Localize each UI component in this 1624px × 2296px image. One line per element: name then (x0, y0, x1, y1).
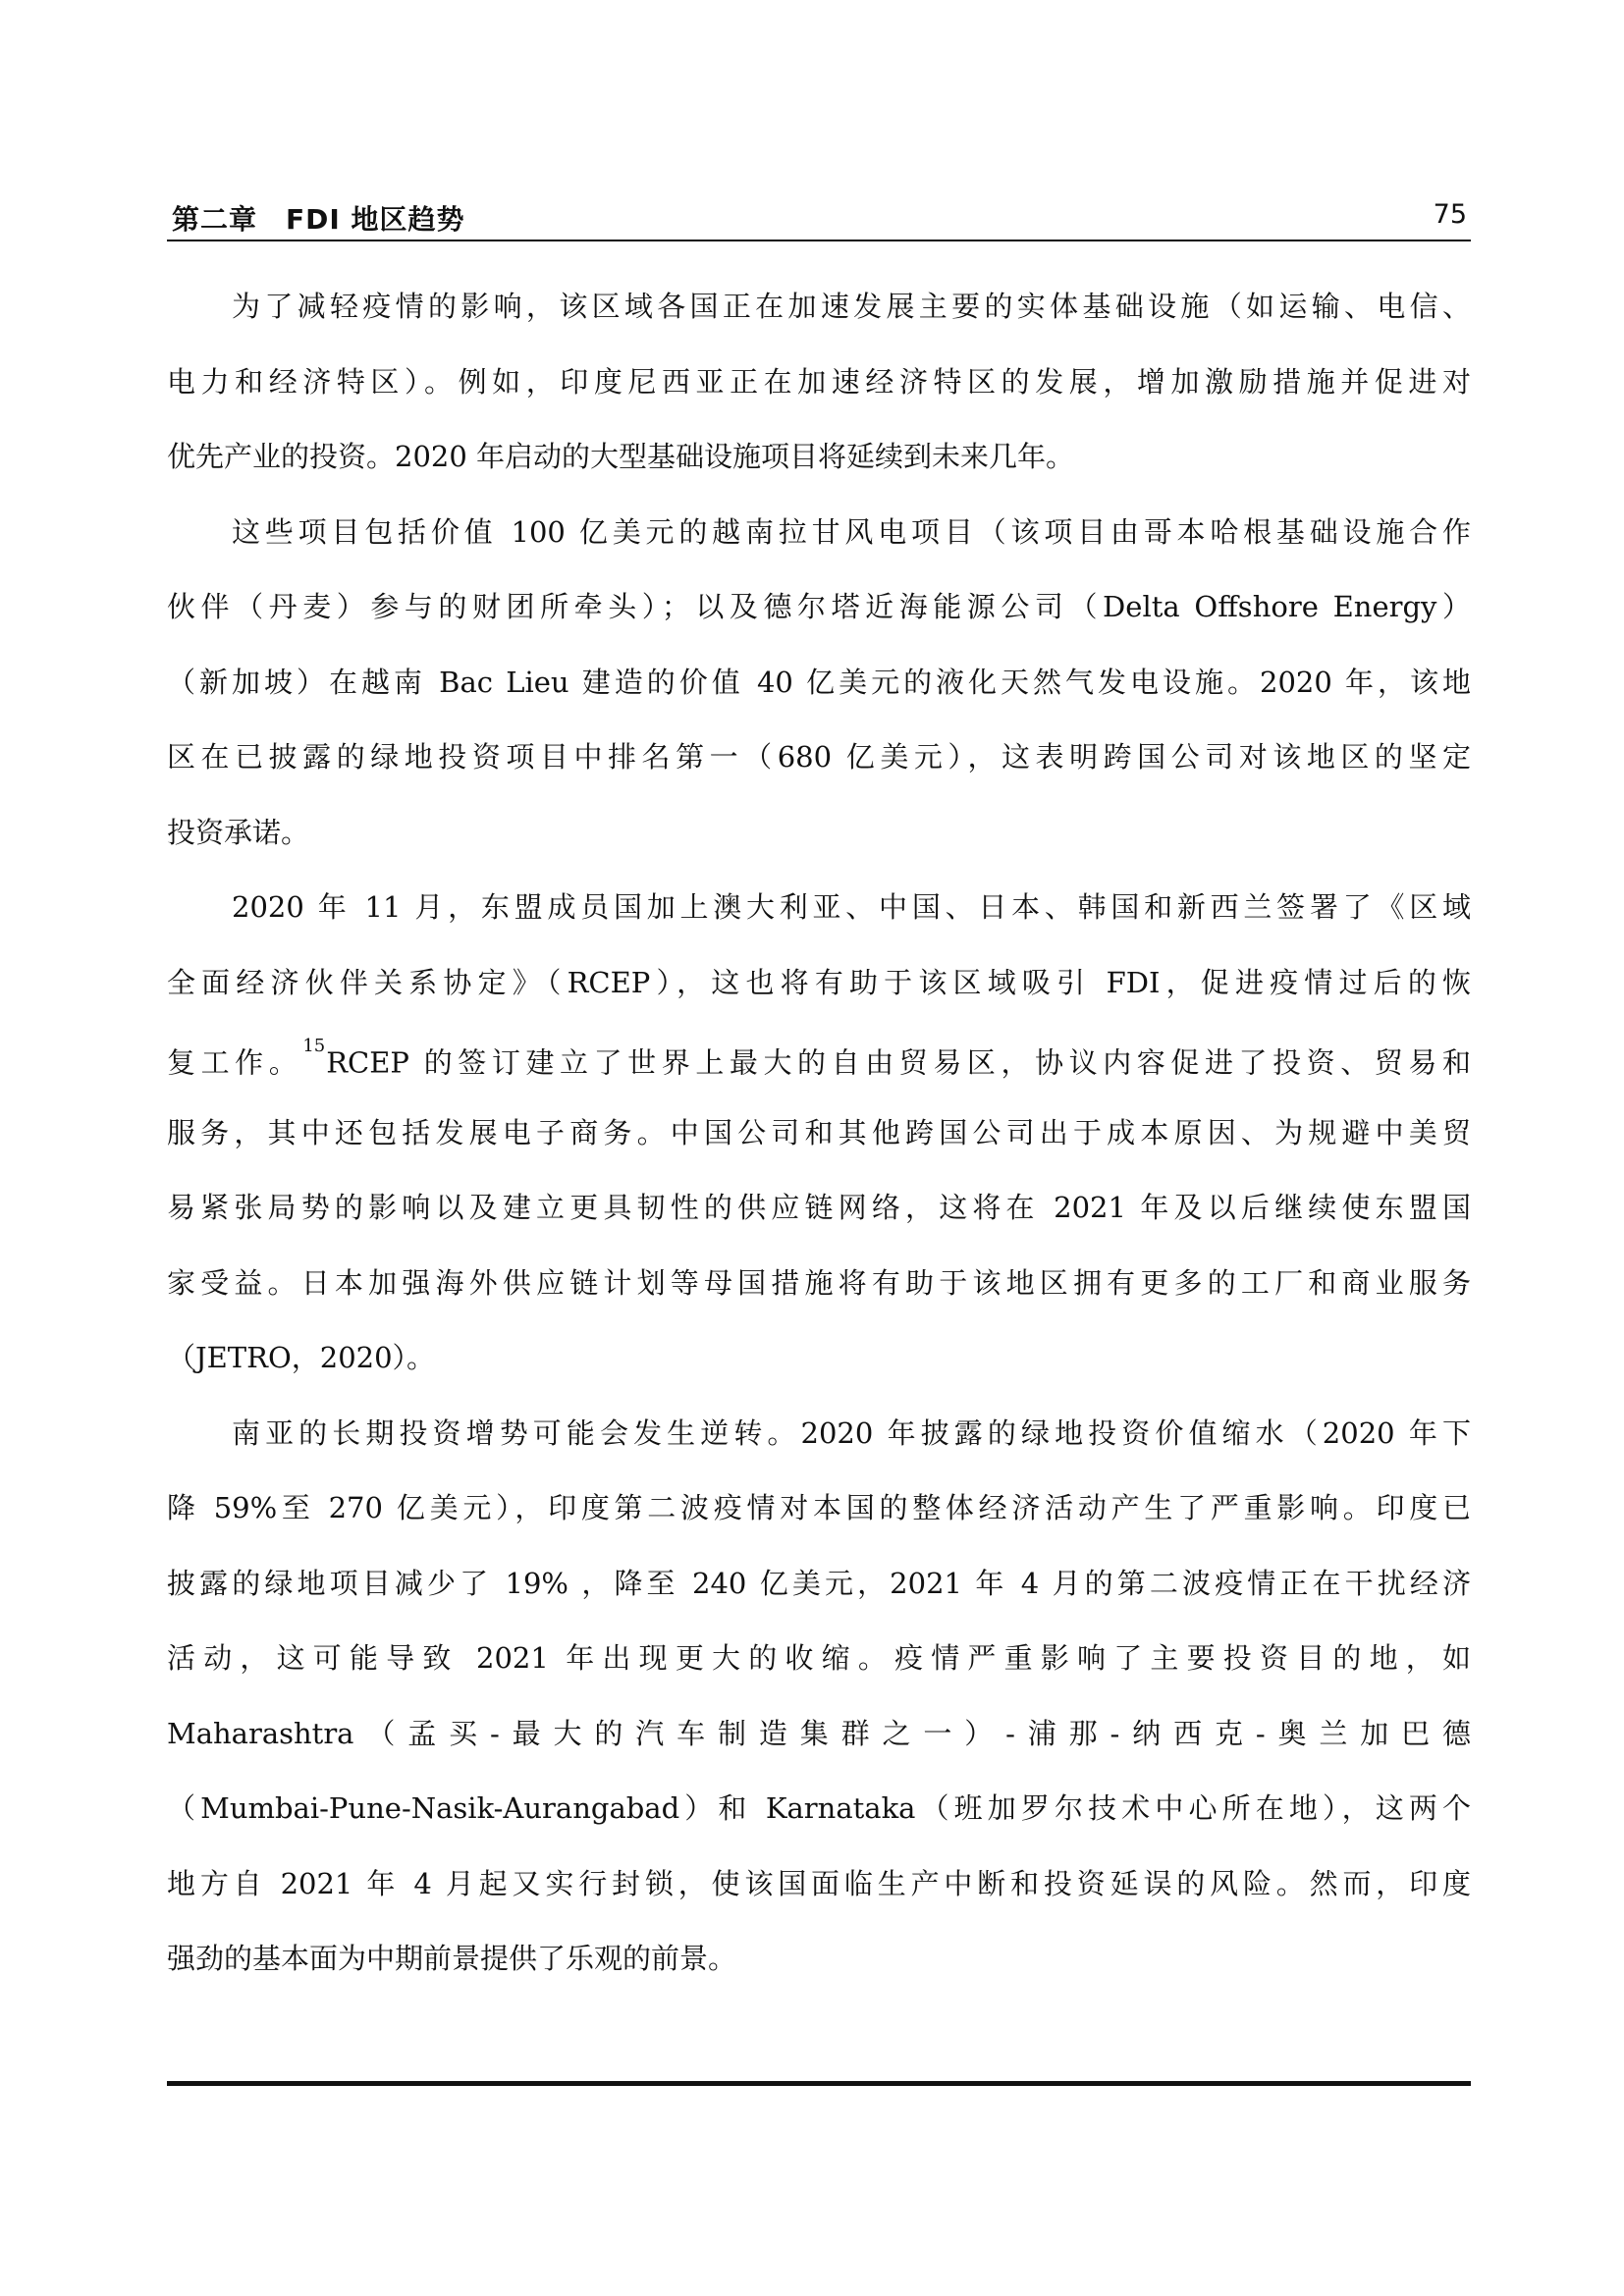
text-line: （JETRO，2020）。 (167, 1341, 436, 1374)
text-line: 伙伴（丹麦）参与的财团所牵头）；以及德尔塔近海能源公司（Delta Offshore Energy） (167, 590, 1471, 623)
text-line: 家受益。日本加强海外供应链计划等母国措施将有助于该地区拥有更多的工厂和商业服务 (167, 1265, 1471, 1300)
footnote-reference[interactable]: 15 (302, 1036, 326, 1056)
text-line: 投资承诺。 (167, 815, 310, 849)
text-line: 全面经济伙伴关系协定》（RCEP），这也将有助于该区域吸引 FDI，促进疫情过后的恢 (167, 965, 1471, 999)
text-line: 地方自 2021 年 4 月起又实行封锁，使该国面临生产中断和投资延误的风险。然而，印度 (167, 1866, 1471, 1900)
footer-divider (167, 2081, 1471, 2086)
page-header (167, 194, 1471, 241)
text-line: 南亚的长期投资增势可能会发生逆转。2020 年披露的绿地投资价值缩水（2020 年下 (232, 1415, 1471, 1450)
text-line: 优先产业的投资。2020 年启动的大型基础设施项目将延续到未来几年。 (167, 440, 1075, 473)
text-line: 披露的绿地项目减少了 19% ，降至 240 亿美元，2021 年 4 月的第二波疫情正在干扰经济 (167, 1566, 1471, 1600)
line-prefix: 复工作。 (167, 1045, 303, 1080)
body-text (167, 287, 1471, 2014)
paragraph-projects (167, 512, 1471, 888)
text-line: （Mumbai-Pune-Nasik-Aurangabad）和 Karnataka（班加罗尔技术中心所在地），这两个 (167, 1791, 1471, 1825)
chapter-title: 第二章 FDI 地区趋势 (172, 203, 465, 236)
text-line: 降 59%至 270 亿美元），印度第二波疫情对本国的整体经济活动产生了严重影响。印度已 (167, 1491, 1471, 1524)
text-line: 区在已披露的绿地投资项目中排名第一（680 亿美元），这表明跨国公司对该地区的坚定 (167, 740, 1471, 774)
text-line: 2020 年 11 月，东盟成员国加上澳大利亚、中国、日本、韩国和新西兰签署了《区域 (232, 890, 1471, 924)
text-line: 服务，其中还包括发展电子商务。中国公司和其他跨国公司出于成本原因、为规避中美贸 (167, 1115, 1471, 1149)
line-text: RCEP 的签订建立了世界上最大的自由贸易区，协议内容促进了投资、贸易和 (326, 1045, 1471, 1080)
text-line: 这些项目包括价值 100 亿美元的越南拉甘风电项目（该项目由哥本哈根基础设施合作 (232, 514, 1471, 549)
paragraph-rcep (167, 887, 1471, 1414)
text-line: 活动，这可能导致 2021 年出现更大的收缩。疫情严重影响了主要投资目的地，如 (167, 1641, 1471, 1675)
text-line: Maharashtra（孟买-最大的汽车制造集群之一）-浦那-纳西克-奥兰加巴德 (167, 1716, 1471, 1750)
text-line: 电力和经济特区）。例如，印度尼西亚正在加速经济特区的发展，增加激励措施并促进对 (167, 364, 1471, 399)
paragraph-infrastructure (167, 287, 1471, 512)
text-line: 为了减轻疫情的影响，该区域各国正在加速发展主要的实体基础设施（如运输、电信、 (232, 290, 1471, 323)
text-line: 易紧张局势的影响以及建立更具韧性的供应链网络，这将在 2021 年及以后继续使东盟国 (167, 1191, 1471, 1224)
text-line: 强劲的基本面为中期前景提供了乐观的前景。 (167, 1942, 737, 1975)
page-number: 75 (1433, 199, 1467, 230)
text-line: （新加坡）在越南 Bac Lieu 建造的价值 40 亿美元的液化天然气发电设施。2020 年，该地 (167, 665, 1471, 699)
paragraph-south-asia (167, 1414, 1471, 2014)
text-line-with-footnote (167, 1038, 1471, 1113)
